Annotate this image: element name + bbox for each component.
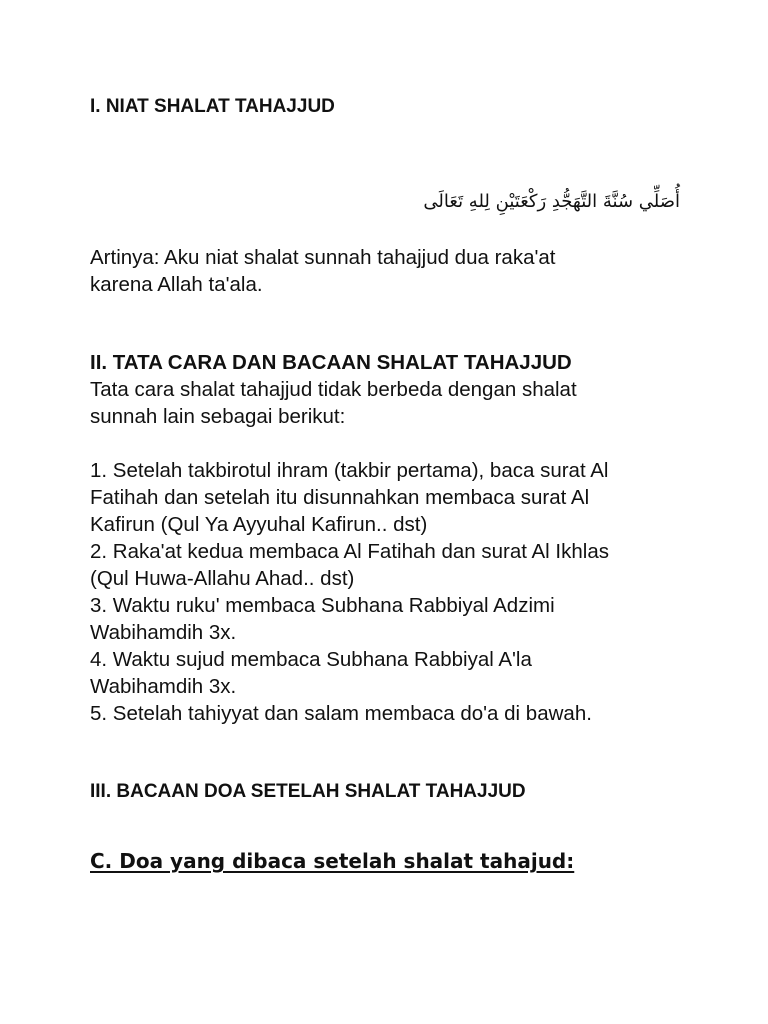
doa-heading: C. Doa yang dibaca setelah shalat tahajud: (90, 849, 575, 873)
section-2-intro-line: sunnah lain sebagai berikut: (90, 405, 346, 428)
section-2-heading: II. TATA CARA DAN BACAAN SHALAT TAHAJJUD (90, 351, 572, 374)
section-3-heading: III. BACAAN DOA SETELAH SHALAT TAHAJJUD (90, 781, 526, 802)
section-2 (90, 349, 690, 430)
step-line: Kafirun (Qul Ya Ayyuhal Kafirun.. dst) (90, 513, 428, 536)
translation-line: karena Allah ta'ala. (90, 273, 263, 296)
section-2-intro-line: Tata cara shalat tahajjud tidak berbeda dengan shalat (90, 378, 577, 401)
step-line: Wabihamdih 3x. (90, 621, 237, 644)
translation-line: Artinya: Aku niat shalat sunnah tahajjud dua raka'at (90, 246, 556, 269)
step-line: 3. Waktu ruku' membaca Subhana Rabbiyal Adzimi (90, 594, 555, 617)
step-line: Fatihah dan setelah itu disunnahkan membaca surat Al (90, 486, 590, 509)
step-line: 1. Setelah takbirotul ihram (takbir pertama), baca surat Al (90, 459, 609, 482)
niat-arabic-text: أُصَلِّي سُنَّةَ التَّهَجُّدِ رَكْعَتَيْنِ لِلهِ تَعَالَى (423, 191, 680, 212)
step-line: (Qul Huwa-Allahu Ahad.. dst) (90, 567, 355, 590)
section-1-heading: I. NIAT SHALAT TAHAJJUD (90, 96, 335, 117)
step-line: Wabihamdih 3x. (90, 675, 237, 698)
step-line: 4. Waktu sujud membaca Subhana Rabbiyal A'la (90, 648, 532, 671)
steps-list (90, 457, 690, 727)
step-line: 2. Raka'at kedua membaca Al Fatihah dan surat Al Ikhlas (90, 540, 609, 563)
niat-translation (90, 244, 690, 298)
step-line: 5. Setelah tahiyyat dan salam membaca do'a di bawah. (90, 702, 592, 725)
